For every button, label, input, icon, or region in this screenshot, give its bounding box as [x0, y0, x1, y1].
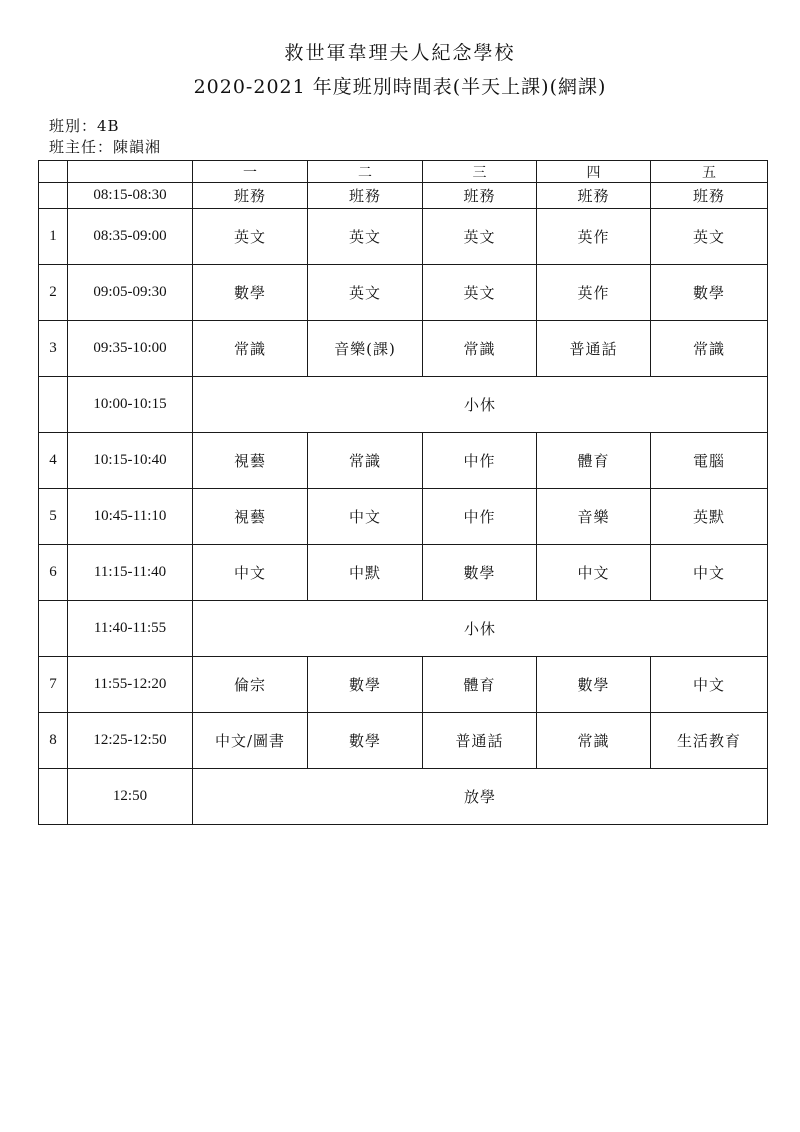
- lesson-row: [39, 657, 768, 713]
- break-row: [39, 601, 768, 657]
- corner-cell: [39, 161, 68, 183]
- period-time: 08:15-08:30: [68, 183, 193, 209]
- timetable: [38, 160, 768, 825]
- day-header: 四: [537, 161, 651, 183]
- day-header-row: [39, 161, 768, 183]
- period-number: 4: [39, 433, 68, 489]
- period-number: 2: [39, 265, 68, 321]
- subject-cell: 英文: [651, 209, 768, 265]
- subject-cell: 數學: [308, 657, 423, 713]
- subject-cell: 常識: [308, 433, 423, 489]
- subject-cell: 視藝: [193, 433, 308, 489]
- period-time: 12:50: [68, 769, 193, 825]
- subject-cell: 中文: [537, 545, 651, 601]
- subject-cell: 常識: [651, 321, 768, 377]
- lesson-row: [39, 321, 768, 377]
- day-header: 二: [308, 161, 423, 183]
- subject-cell: 中默: [308, 545, 423, 601]
- subject-cell: 音樂: [537, 489, 651, 545]
- timetable-body: [39, 161, 768, 825]
- break-cell: 放學: [193, 769, 768, 825]
- lesson-row: [39, 713, 768, 769]
- subject-cell: 電腦: [651, 433, 768, 489]
- subject-cell: 班務: [193, 183, 308, 209]
- subject-cell: 音樂(課): [308, 321, 423, 377]
- break-row: [39, 377, 768, 433]
- lesson-row: [39, 209, 768, 265]
- subject-cell: 數學: [193, 265, 308, 321]
- class-label: 班別：4B: [49, 117, 120, 135]
- class-teacher-label: 班主任：陳韻湘: [49, 138, 162, 156]
- subject-cell: 體育: [537, 433, 651, 489]
- lesson-row: [39, 433, 768, 489]
- subject-cell: 班務: [308, 183, 423, 209]
- subject-cell: 中文: [308, 489, 423, 545]
- subject-cell: 中作: [423, 433, 537, 489]
- subject-cell: 英文: [423, 209, 537, 265]
- period-time: 09:05-09:30: [68, 265, 193, 321]
- period-time: 10:15-10:40: [68, 433, 193, 489]
- period-number: 7: [39, 657, 68, 713]
- period-number: [39, 601, 68, 657]
- subject-cell: 普通話: [423, 713, 537, 769]
- period-number: 5: [39, 489, 68, 545]
- subject-cell: 班務: [537, 183, 651, 209]
- period-time: 11:40-11:55: [68, 601, 193, 657]
- subject-cell: 體育: [423, 657, 537, 713]
- subject-cell: 視藝: [193, 489, 308, 545]
- period-number: [39, 183, 68, 209]
- period-number: [39, 377, 68, 433]
- subject-cell: 數學: [537, 657, 651, 713]
- lesson-row: [39, 489, 768, 545]
- period-number: 6: [39, 545, 68, 601]
- subject-cell: 倫宗: [193, 657, 308, 713]
- subject-cell: 數學: [308, 713, 423, 769]
- subject-cell: 英作: [537, 209, 651, 265]
- school-name: 救世軍韋理夫人紀念學校: [284, 42, 516, 64]
- subject-cell: 常識: [193, 321, 308, 377]
- subject-cell: 英文: [308, 265, 423, 321]
- period-time: 10:00-10:15: [68, 377, 193, 433]
- subject-cell: 班務: [651, 183, 768, 209]
- period-time: 10:45-11:10: [68, 489, 193, 545]
- subject-cell: 數學: [651, 265, 768, 321]
- period-number: 3: [39, 321, 68, 377]
- timetable-title: 2020-2021 年度班別時間表(半天上課)(網課): [193, 76, 607, 98]
- subject-cell: 中文: [193, 545, 308, 601]
- day-header: 一: [193, 161, 308, 183]
- period-time: 12:25-12:50: [68, 713, 193, 769]
- subject-cell: 中文: [651, 657, 768, 713]
- period-time: 11:55-12:20: [68, 657, 193, 713]
- period-number: 8: [39, 713, 68, 769]
- subject-cell: 常識: [423, 321, 537, 377]
- subject-cell: 常識: [537, 713, 651, 769]
- break-cell: 小休: [193, 601, 768, 657]
- period-number: [39, 769, 68, 825]
- homeroom-row: [39, 183, 768, 209]
- period-time: 09:35-10:00: [68, 321, 193, 377]
- period-number: 1: [39, 209, 68, 265]
- time-header-cell: [68, 161, 193, 183]
- subject-cell: 普通話: [537, 321, 651, 377]
- subject-cell: 中文/圖書: [193, 713, 308, 769]
- subject-cell: 中文: [651, 545, 768, 601]
- subject-cell: 英文: [308, 209, 423, 265]
- subject-cell: 中作: [423, 489, 537, 545]
- subject-cell: 英文: [423, 265, 537, 321]
- period-time: 08:35-09:00: [68, 209, 193, 265]
- break-cell: 小休: [193, 377, 768, 433]
- subject-cell: 英文: [193, 209, 308, 265]
- period-time: 11:15-11:40: [68, 545, 193, 601]
- subject-cell: 數學: [423, 545, 537, 601]
- subject-cell: 班務: [423, 183, 537, 209]
- day-header: 三: [423, 161, 537, 183]
- subject-cell: 英默: [651, 489, 768, 545]
- lesson-row: [39, 265, 768, 321]
- subject-cell: 英作: [537, 265, 651, 321]
- break-row: [39, 769, 768, 825]
- lesson-row: [39, 545, 768, 601]
- subject-cell: 生活教育: [651, 713, 768, 769]
- day-header: 五: [651, 161, 768, 183]
